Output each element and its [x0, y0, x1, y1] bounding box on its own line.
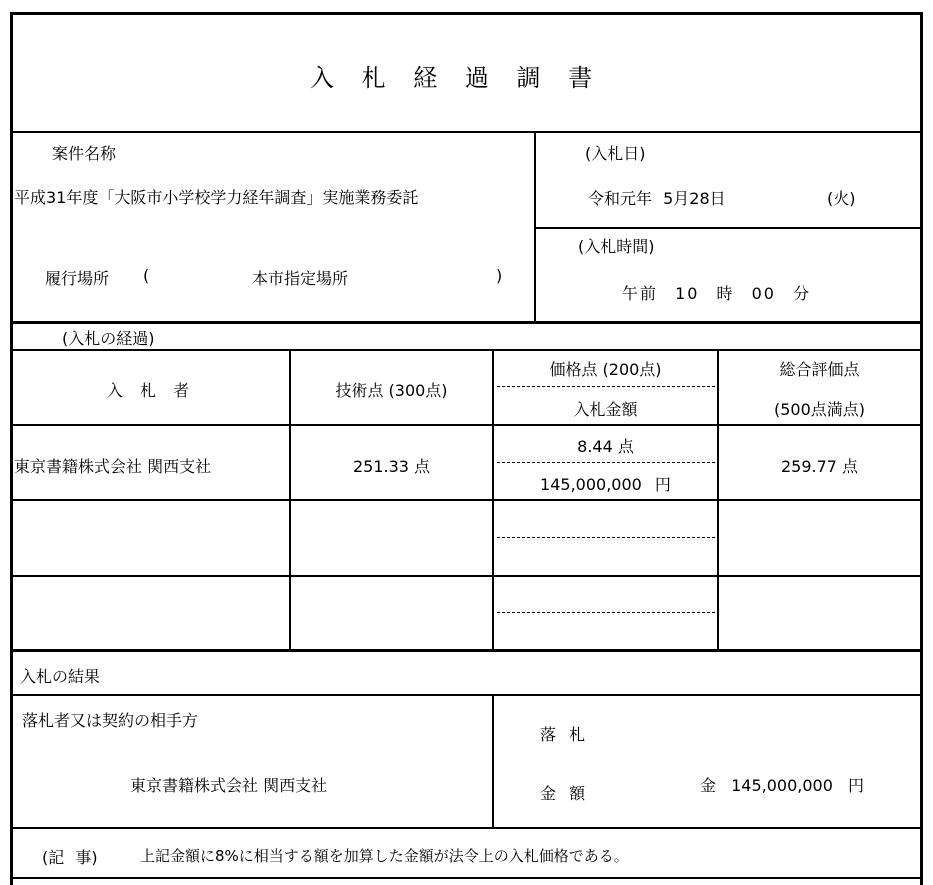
price-dash-head: [497, 386, 715, 387]
header-bidder: 入 札 者: [106, 381, 196, 400]
frame-left: [10, 12, 13, 885]
bid-time-value: 午前 10 時 00 分: [622, 284, 812, 303]
divider-row3: [10, 575, 923, 577]
award-label-1: 落 札: [540, 725, 590, 744]
price-dash-row3: [497, 612, 715, 613]
divider-project-date: [534, 131, 536, 322]
location-label: 履行場所: [45, 269, 110, 288]
divider-bottom: [10, 877, 923, 879]
location-value: 本市指定場所: [252, 269, 349, 288]
row1-price-point: 8.44 点: [577, 437, 634, 456]
location-open-paren: (: [143, 266, 150, 285]
award-amount: 金 145,000,000 円: [700, 776, 864, 795]
winner-name: 東京書籍株式会社 関西支社: [130, 776, 328, 795]
divider-title: [10, 131, 923, 133]
header-price-top: 価格点 (200点): [549, 360, 662, 379]
header-total-bottom: (500点満点): [773, 400, 866, 419]
col-divider-3: [717, 349, 719, 650]
note-text: 上記金額に8%に相当する額を加算した金額が法令上の入札価格である。: [140, 847, 629, 865]
frame-right: [920, 12, 923, 885]
location-close-paren: ): [496, 266, 503, 285]
divider-progress: [10, 321, 923, 324]
price-dash-row1: [497, 462, 715, 463]
header-total-top: 総合評価点: [779, 360, 860, 379]
price-dash-row2: [497, 537, 715, 538]
header-price-bottom: 入札金額: [573, 400, 638, 419]
divider-result-body: [10, 694, 923, 696]
divider-result: [10, 649, 923, 652]
row1-bidder: 東京書籍株式会社 関西支社: [14, 457, 212, 476]
divider-table-head: [10, 349, 923, 351]
winner-label: 落札者又は契約の相手方: [22, 711, 199, 730]
bid-time-label: (入札時間): [578, 237, 655, 256]
bid-date-value: 令和元年 5月28日: [588, 189, 726, 208]
project-name: 平成31年度「大阪市小学校学力経年調査」実施業務委託: [14, 188, 419, 207]
award-label-2: 金 額: [540, 784, 590, 803]
row1-amount: 145,000,000 円: [540, 475, 671, 494]
bid-date-weekday: (火): [827, 189, 856, 208]
bid-date-label: (入札日): [585, 144, 646, 163]
note-label: (記 事): [42, 848, 98, 867]
result-label: 入札の結果: [20, 667, 101, 686]
frame-top: [10, 12, 923, 15]
divider-row2: [10, 499, 923, 501]
divider-row1: [10, 424, 923, 426]
project-label: 案件名称: [52, 144, 117, 163]
progress-label: (入札の経過): [62, 329, 155, 348]
divider-note: [10, 827, 923, 829]
page-title: 入 札 経 過 調 書: [310, 64, 603, 92]
row1-total: 259.77 点: [780, 457, 859, 476]
header-tech: 技術点 (300点): [335, 381, 448, 400]
divider-result-cols: [492, 694, 494, 828]
divider-date-time: [534, 227, 923, 229]
col-divider-2: [492, 349, 494, 650]
row1-tech: 251.33 点: [352, 457, 431, 476]
